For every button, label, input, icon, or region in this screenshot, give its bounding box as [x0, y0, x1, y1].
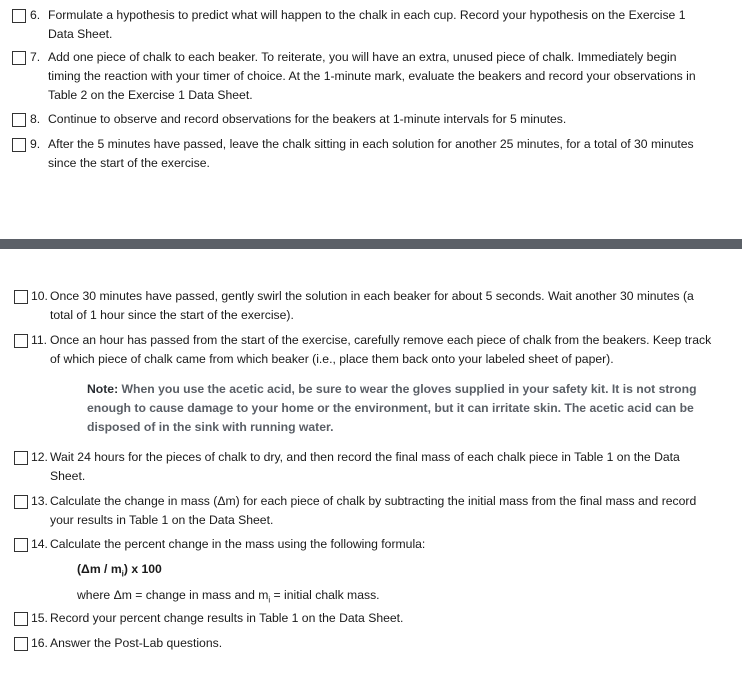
step-7-checkbox[interactable] [12, 51, 26, 65]
step-number: 14. [31, 537, 48, 551]
safety-note [87, 380, 727, 437]
step-10-checkbox[interactable] [14, 290, 28, 304]
step-number: 13. [31, 494, 48, 508]
step-14-checkbox[interactable] [14, 538, 28, 552]
step-8-checkbox[interactable] [12, 113, 26, 127]
step-number: 6. [30, 8, 41, 22]
step-number: 11. [31, 333, 48, 347]
step-number: 9. [30, 137, 41, 151]
note-line: enough to cause damage to your home or the environment, but it can irritate skin. The acetic acid can be [87, 401, 694, 415]
step-text: Formulate a hypothesis to predict what will happen to the chalk in each cup. Record your hypothesis on the Exercise 1 Data Sheet. [48, 8, 686, 41]
step-13-checkbox[interactable] [14, 495, 28, 509]
step-text: Once 30 minutes have passed, gently swirl the solution in each beaker for about 5 seconds. Wait another 30 minutes (a total of 1 hour since the start of the exercise). [50, 289, 694, 322]
percent-change-formula: $(\Delta m / m_i)$ x 100 [77, 562, 162, 579]
step-number: 16. [31, 636, 48, 650]
step-text: Wait 24 hours for the pieces of chalk to dry, and then record the final mass of each chalk piece in Table 1 on the Data Sheet. [50, 450, 680, 483]
note-line: disposed of in the sink with running water. [87, 420, 334, 434]
step-15-checkbox[interactable] [14, 612, 28, 626]
step-text: Record your percent change results in Table 1 on the Data Sheet. [50, 611, 404, 625]
page-divider [0, 239, 742, 249]
step-text: Add one piece of chalk to each beaker. To reiterate, you will have an extra, unused piece of chalk. Immediately begin timing the reaction with your timer of choice. At the 1-minute mark, evaluate the beakers and record your observations in Table 2 on the Exercise 1 Data Sheet. [48, 50, 696, 102]
step-text: Calculate the change in mass (Δm) for each piece of chalk by subtracting the initial mass from the final mass and record your results in Table 1 on the Data Sheet. [50, 494, 697, 527]
step-16-checkbox[interactable] [14, 637, 28, 651]
step-text: Continue to observe and record observations for the beakers at 1-minute intervals for 5 minutes. [48, 112, 567, 126]
step-text: Answer the Post-Lab questions. [50, 636, 223, 650]
step-number: 10. [31, 289, 48, 303]
step-6-checkbox[interactable] [12, 9, 26, 23]
step-number: 7. [30, 50, 41, 64]
step-number: 8. [30, 112, 41, 126]
step-12-checkbox[interactable] [14, 451, 28, 465]
note-label: Note: [87, 382, 119, 396]
step-text: Calculate the percent change in the mass using the following formula: [50, 537, 426, 551]
step-text: Once an hour has passed from the start of the exercise, carefully remove each piece of chalk from the beakers. Keep track of which piece of chalk came from which beaker (i.e., place them back onto your labeled sheet of paper). [50, 333, 712, 366]
formula-definition: where Δm = change in mass and $m_i$ = initial chalk mass. [77, 588, 380, 605]
step-text: After the 5 minutes have passed, leave the chalk sitting in each solution for another 25 minutes, for a total of 30 minutes since the start of the exercise. [48, 137, 694, 170]
step-11-checkbox[interactable] [14, 334, 28, 348]
step-9-checkbox[interactable] [12, 138, 26, 152]
step-number: 12. [31, 450, 48, 464]
note-line: When you use the acetic acid, be sure to wear the gloves supplied in your safety kit. It is not strong [118, 382, 697, 396]
step-number: 15. [31, 611, 48, 625]
